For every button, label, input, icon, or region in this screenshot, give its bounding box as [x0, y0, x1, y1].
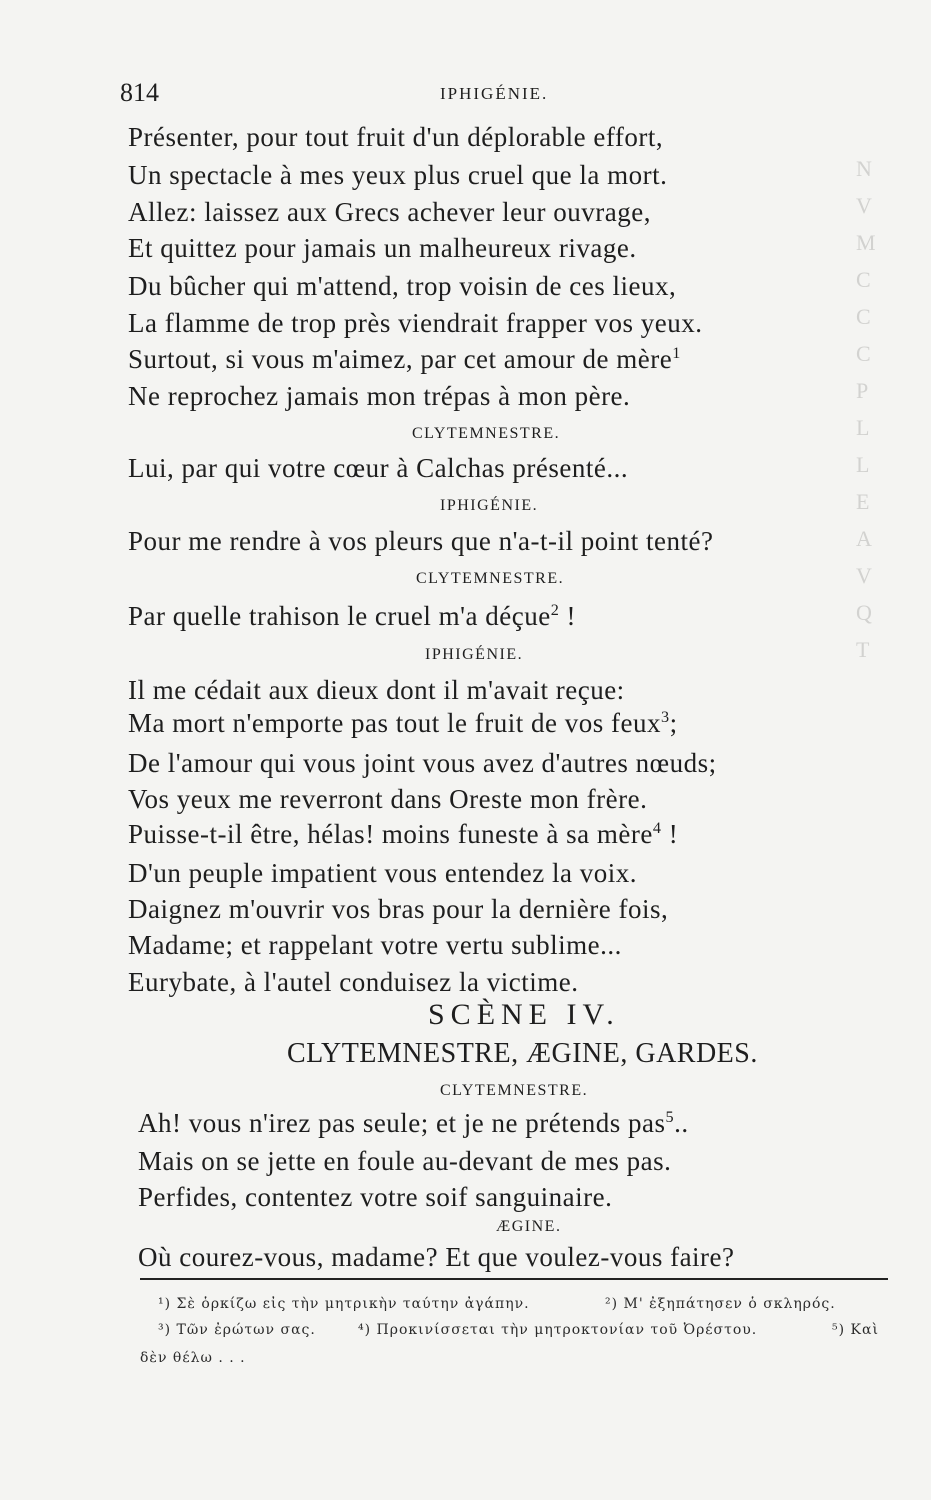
- verse-text: !: [559, 601, 577, 631]
- verse-text: Puisse-t-il être, hélas! moins funeste à sa mère: [128, 819, 653, 849]
- footnote-mark: 4: [652, 819, 662, 837]
- verse-line: Un spectacle à mes yeux plus cruel que la mort.: [128, 160, 668, 190]
- scene-characters: CLYTEMNESTRE, ÆGINE, GARDES.: [287, 1038, 758, 1069]
- verse-text: Ma mort n'emporte pas tout le fruit de vos feux: [128, 708, 661, 738]
- scene-title: SCÈNE IV.: [428, 998, 620, 1031]
- verse-line: Lui, par qui votre cœur à Calchas présenté...: [128, 453, 629, 483]
- verse-line: Et quittez pour jamais un malheureux rivage.: [128, 233, 637, 263]
- footnote: ¹) Σὲ ὁρκίζω εἰς τὴν μητρικὴν ταύτην ἀγάπην.: [158, 1296, 530, 1312]
- footnote: ²) Μ' ἐξηπάτησεν ὁ σκληρός.: [605, 1296, 836, 1312]
- verse-line: Eurybate, à l'autel conduisez la victime.: [128, 967, 579, 997]
- running-head: IPHIGÉNIE.: [440, 84, 549, 103]
- verse-line: [128, 601, 576, 632]
- verse-line: Présenter, pour tout fruit d'un déplorable effort,: [128, 122, 664, 152]
- verse-line: Du bûcher qui m'attend, trop voisin de ces lieux,: [128, 271, 677, 301]
- verse-line: Allez: laissez aux Grecs achever leur ouvrage,: [128, 197, 652, 227]
- verse-line: La flamme de trop près viendrait frapper vos yeux.: [128, 308, 703, 338]
- verse-line: D'un peuple impatient vous entendez la voix.: [128, 858, 637, 888]
- verse-text: Par quelle trahison le cruel m'a déçue: [128, 601, 551, 631]
- footnote-mark: 1: [672, 344, 681, 362]
- verse-text: Ah! vous n'irez pas seule; et je ne prétends pas: [138, 1108, 666, 1138]
- footnote: δὲν θέλω . . .: [140, 1350, 246, 1366]
- footnote: ⁴) Προκινίσσεται τὴν μητροκτονίαν τοῦ Ὀρέστου.: [358, 1322, 758, 1338]
- verse-line: [128, 708, 678, 739]
- verse-line: Ne reprochez jamais mon trépas à mon père.: [128, 381, 631, 411]
- speaker-label: CLYTEMNESTRE.: [440, 1082, 589, 1099]
- footnote-mark: 5: [665, 1108, 675, 1126]
- speaker-label: CLYTEMNESTRE.: [412, 425, 561, 442]
- verse-line: Madame; et rappelant votre vertu sublime...: [128, 930, 622, 960]
- verse-line: Mais on se jette en foule au-devant de mes pas.: [138, 1146, 672, 1176]
- footnote-rule: [140, 1278, 888, 1280]
- footnote: ⁵) Καὶ: [832, 1322, 879, 1338]
- verse-line: Il me cédait aux dieux dont il m'avait reçue:: [128, 675, 625, 705]
- speaker-label: ÆGINE.: [496, 1218, 562, 1235]
- verse-text: ..: [674, 1108, 689, 1138]
- verse-line: Daignez m'ouvrir vos bras pour la dernière fois,: [128, 894, 669, 924]
- footnote-mark: 3: [661, 708, 670, 726]
- verse-text: !: [661, 819, 679, 849]
- speaker-label: IPHIGÉNIE.: [425, 646, 524, 663]
- footnote: ³) Τῶν ἐρώτων σας.: [158, 1322, 316, 1338]
- verse-line: De l'amour qui vous joint vous avez d'autres nœuds;: [128, 748, 717, 778]
- verse-line: Où courez-vous, madame? Et que voulez-vous faire?: [138, 1242, 735, 1272]
- verse-line: [128, 344, 681, 375]
- footnote-mark: 2: [550, 601, 560, 619]
- speaker-label: IPHIGÉNIE.: [440, 497, 539, 514]
- verse-line: Vos yeux me reverront dans Oreste mon frère.: [128, 784, 648, 814]
- verse-line: [138, 1108, 689, 1139]
- verse-text: ;: [669, 708, 678, 738]
- page-header: [120, 78, 820, 108]
- verse-line: Perfides, contentez votre soif sanguinaire.: [138, 1182, 613, 1212]
- speaker-label: CLYTEMNESTRE.: [416, 570, 565, 587]
- verse-line: [128, 819, 678, 850]
- bleed-through-text: N V M C C C P L L E A V Q T: [856, 156, 876, 662]
- verse-line: Pour me rendre à vos pleurs que n'a-t-il point tenté?: [128, 526, 714, 556]
- page-number: 814: [120, 78, 159, 107]
- verse-text: Surtout, si vous m'aimez, par cet amour de mère: [128, 344, 673, 374]
